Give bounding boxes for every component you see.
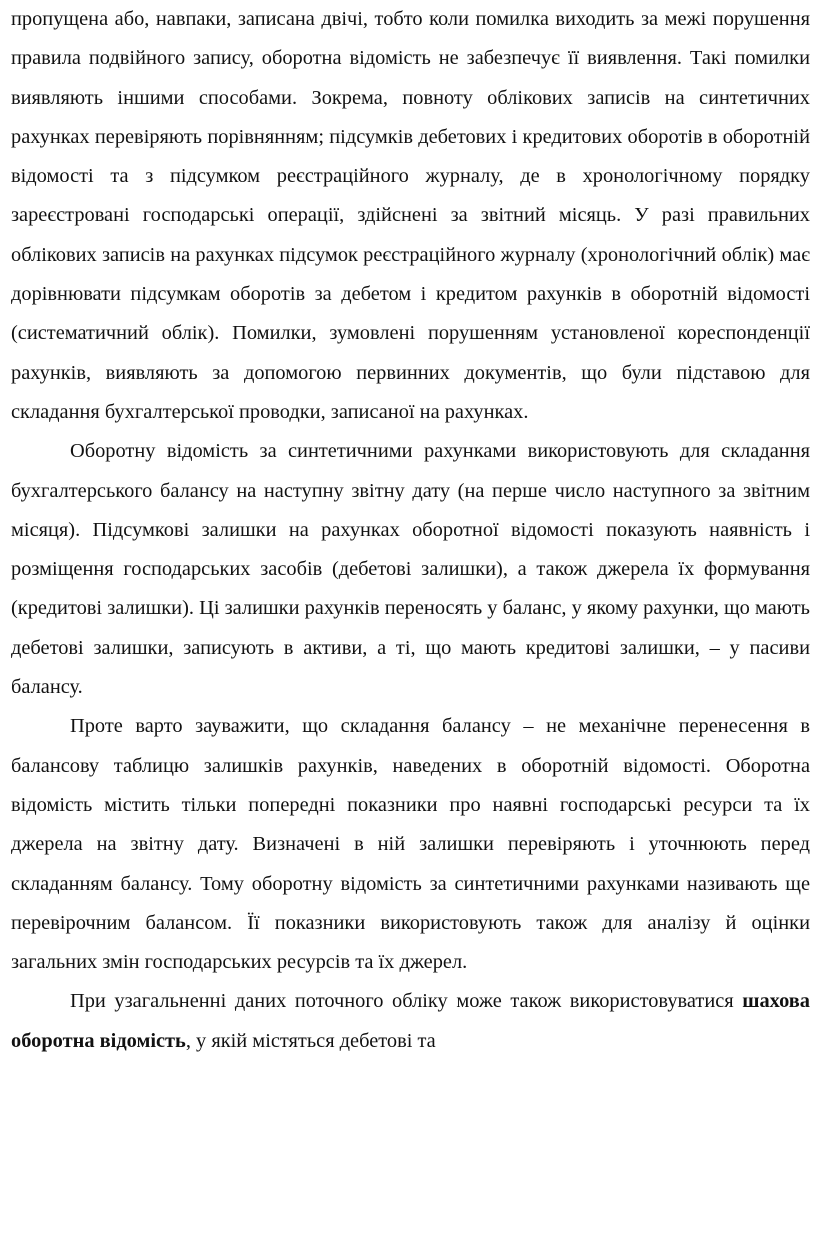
paragraph-4-text-start: При узагальненні даних поточного обліку може також використовуватися xyxy=(70,990,743,1013)
paragraph-3: Проте варто зауважити, що складання балансу – не механічне перенесення в балансову таблицю залишків рахунків, наведених в оборотній відомості. Оборотна відомість містить тільки попередні показники про наявні господарські ресурси та їх джерела на звітну дату. Визначені в ній залишки перевіряють і уточнюють перед складанням балансу. Тому оборотну відомість за синтетичними рахунками називають ще перевірочним балансом. Її показники використовують також для аналізу й оцінки загальних змін господарських ресурсів та їх джерел. xyxy=(11,715,810,974)
paragraph-1: пропущена або, навпаки, записана двічі, тобто коли помилка виходить за межі порушення правила подвійного запису, оборотна відомість не забезпечує її виявлення. Такі помилки виявляють іншими способами. Зокрема, повноту облікових записів на синтетичних рахунках перевіряють порівнянням; підсумків дебетових і кредитових оборотів в оборотній відомості та з підсумком реєстраційного журналу, де в хронологічному порядку зареєстровані господарські операції, здійснені за звітний місяць. У разі правильних облікових записів на рахунках підсумок реєстраційного журналу (хронологічний облік) має дорівнювати підсумкам оборотів за дебетом і кредитом рахунків в оборотній відомості (систематичний облік). Помилки, зумовлені порушенням установленої кореспонденції рахунків, виявляють за допомогою первинних документів, що були підставою для складання бухгалтерської проводки, записаної на рахунках. xyxy=(11,8,810,423)
paragraph-2: Оборотну відомість за синтетичними рахунками використовують для складання бухгалтерського балансу на наступну звітну дату (на перше число наступного за звітним місяця). Підсумкові залишки на рахунках оборотної відомості показують наявність і розміщення господарських засобів (дебетові залишки), а також джерела їх формування (кредитові залишки). Ці залишки рахунків переносять у баланс, у якому рахунки, що мають дебетові залишки, записують в активи, а ті, що мають кредитові залишки, – у пасиви балансу. xyxy=(11,440,810,699)
paragraph-4 xyxy=(11,982,810,1061)
document-page xyxy=(11,0,810,1241)
bold-term: шахова оборотна відомість xyxy=(11,990,810,1052)
paragraph-4-text-end: , у якій містяться дебетові та xyxy=(185,1029,436,1052)
